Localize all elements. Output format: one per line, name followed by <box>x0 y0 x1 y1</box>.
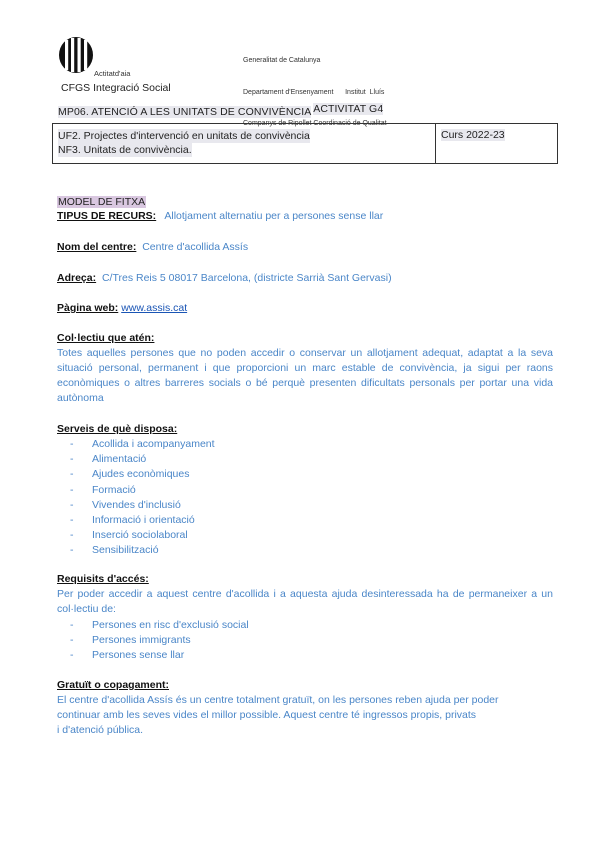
module-title <box>58 103 384 118</box>
list-item: - Sensibilització <box>70 544 159 557</box>
list-item: - Alimentació <box>70 453 147 466</box>
collectiu-row <box>57 332 154 344</box>
institution-line: Departament d'Ensenyament Institut Lluís <box>243 88 385 96</box>
serveis-list <box>70 437 215 559</box>
gratuit-row <box>57 679 169 691</box>
gratuit-label: Gratuït o copagament: <box>57 679 170 691</box>
adreca-value: C/Tres Reis 5 08017 Barcelona, (districte Sarrià Sant Gervasi) <box>101 272 392 284</box>
gratuit-line: El centre d'acollida Assís és un centre totalment gratuït, on les persones reben ajuda per poder <box>57 694 499 706</box>
list-item: - Persones en risc d'exclusió social <box>70 619 249 631</box>
requisits-row <box>57 573 149 585</box>
generalitat-logo-icon <box>58 36 94 74</box>
tipus-row <box>57 210 383 222</box>
serveis-label: Serveis de què disposa: <box>57 423 178 435</box>
list-item: - Formació <box>70 483 136 496</box>
nom-value: Centre d'acollida Assís <box>142 241 249 253</box>
list-item: - Acollida i acompanyament <box>70 438 215 450</box>
list-item: - Informació i orientació <box>70 514 195 527</box>
module-name: MP06. ATENCIÓ A LES UNITATS DE CONVIVÈNCIA <box>58 106 311 118</box>
uf-text: UF2. Projectes d'intervenció en unitats de convivència <box>58 130 310 142</box>
list-item: - Inserció sociolaboral <box>70 529 188 542</box>
web-link[interactable]: www.assis.cat <box>121 302 188 314</box>
adreca-row <box>57 272 392 284</box>
cycle-name: CFGS Integració Social <box>61 82 171 94</box>
tipus-label: TIPUS DE RECURS: <box>57 210 157 222</box>
list-item: - Persones sense llar <box>70 649 185 662</box>
list-item: - Persones immigrants <box>70 634 191 647</box>
logo-caption: Actitatd'aia <box>94 69 131 78</box>
web-label: Pàgina web: <box>57 302 119 314</box>
course-cell: Curs 2022-23 <box>441 129 505 141</box>
tipus-value: Allotjament alternatiu per a persones sense llar <box>164 210 384 222</box>
gratuit-line: continuar amb les seves vides el millor possible. Aquest centre té ingressos propis, privats <box>57 709 477 721</box>
unit-table <box>52 123 558 164</box>
requisits-label: Requisits d'accés: <box>57 573 149 585</box>
requisits-list <box>70 618 249 664</box>
model-title: MODEL DE FITXA <box>58 196 146 208</box>
serveis-row <box>57 423 177 435</box>
collectiu-label: Col·lectiu que atén: <box>57 332 155 344</box>
institution-line: Generalitat de Catalunya <box>243 57 321 64</box>
nom-row <box>57 241 248 253</box>
web-row <box>57 302 187 314</box>
unit-cell <box>53 124 436 163</box>
activity-label: ACTIVITAT G4 <box>313 103 384 115</box>
nf-text: NF3. Unitats de convivència. <box>58 144 192 156</box>
collectiu-text: Totes aquelles persones que no poden accedir o conservar un allotjament adequat, adaptat a la seva situació personal, permanent i que proporcioni un marc estable de convivència, ja sigui per raons econòmiques o altres barreres socials o bé perquè presenten dificultats personals per portar una vida autònoma <box>57 347 553 404</box>
list-item: - Vivendes d'inclusió <box>70 498 181 511</box>
adreca-label: Adreça: <box>57 272 97 284</box>
institution-line: Companys de Ripollet Coordinació de Qualitat <box>243 120 387 127</box>
gratuit-line: i d'atenció pública. <box>57 724 144 736</box>
list-item: - Ajudes econòmiques <box>70 468 190 481</box>
nom-label: Nom del centre: <box>57 241 137 253</box>
requisits-text: Per poder accedir a aquest centre d'acollida i a aquesta ajuda desinteressada ha de permaneixer a un col·lectiu de: <box>57 588 553 615</box>
